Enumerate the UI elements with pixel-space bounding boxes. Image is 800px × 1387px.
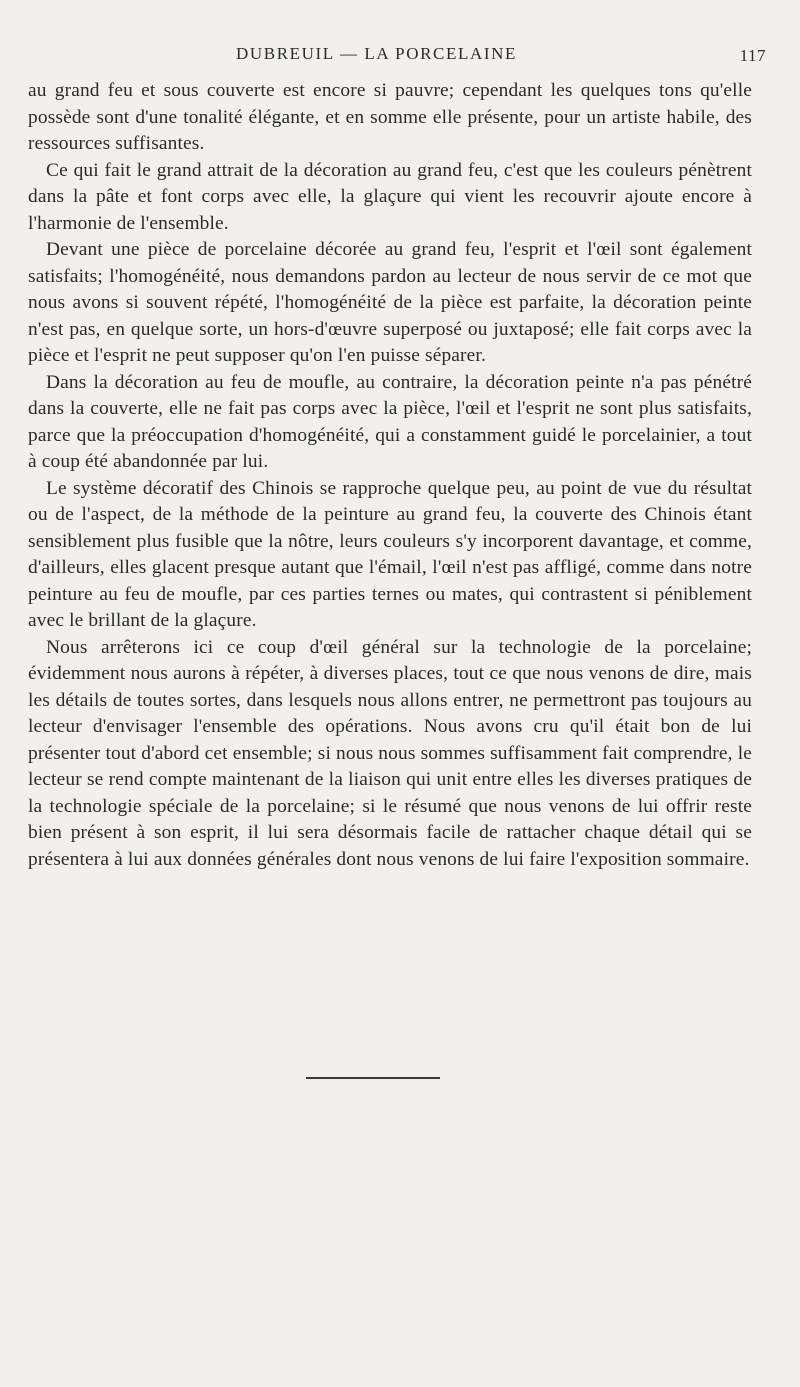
body-text xyxy=(28,78,752,873)
page-number: 117 xyxy=(739,46,766,65)
section-end-rule xyxy=(306,1077,440,1079)
paragraph: Nous arrêterons ici ce coup d'œil général sur la technologie de la porcelaine; évidemment nous aurons à répéter, à diverses places, tout ce que nous venons de dire, mais les détails de toutes sortes, dans lesquels nous allons entrer, ne permettront pas toujours au lecteur d'envisager l'ensemble des opérations. Nous avons cru qu'il était bon de lui présenter tout d'abord cet ensemble; si nous nous sommes suffisamment fait comprendre, le lecteur se rend compte maintenant de la liaison qui unit entre elles les diverses pratiques de la technologie spéciale de la porcelaine; si le résumé que nous venons de lui offrir reste bien présent à son esprit, il lui sera désormais facile de rattacher chaque détail qui se présentera à lui aux données générales dont nous venons de lui faire l'exposition sommaire. xyxy=(28,636,752,870)
paragraph: Dans la décoration au feu de moufle, au contraire, la décoration peinte n'a pas pénétré dans la couverte, elle ne fait pas corps avec la pièce, l'œil et l'esprit ne sont plus satisfaits, parce que la préoccupation d'homogénéité, qui a constamment guidé le porcelainier, a tout à coup été abandonnée par lui. xyxy=(28,371,752,472)
running-title: DUBREUIL — LA PORCELAINE xyxy=(236,44,517,63)
paragraph: au grand feu et sous couverte est encore si pauvre; cependant les quelques tons qu'elle possède sont d'une tonalité élégante, et en somme elle présente, pour un artiste habile, des ressources suffisantes. xyxy=(28,80,752,154)
paragraph: Devant une pièce de porcelaine décorée au grand feu, l'esprit et l'œil sont également satisfaits; l'homogénéité, nous demandons pardon au lecteur de nous servir de ce mot que nous avons si souvent répété, l'homogénéité de la pièce est parfaite, la décoration peinte n'est pas, en quelque sorte, un hors-d'œuvre superposé ou juxtaposé; elle fait corps avec la pièce et l'esprit ne peut supposer qu'on l'en puisse séparer. xyxy=(28,239,752,366)
paragraph: Le système décoratif des Chinois se rapproche quelque peu, au point de vue du résultat ou de l'aspect, de la méthode de la peinture au grand feu, la couverte des Chinois étant sensiblement plus fusible que la nôtre, leurs couleurs s'y incorporent davantage, et comme, d'ailleurs, elles glacent presque autant que l'émail, l'œil n'est pas affligé, comme dans notre peinture au feu de moufle, par ces parties ternes ou mates, qui contrastent si péniblement avec le brillant de la glaçure. xyxy=(28,477,752,631)
paragraph: Ce qui fait le grand attrait de la décoration au grand feu, c'est que les couleurs pénètrent dans la pâte et font corps avec elle, la glaçure qui vient les recouvrir ajoute encore à l'harmonie de l'ensemble. xyxy=(28,159,752,234)
